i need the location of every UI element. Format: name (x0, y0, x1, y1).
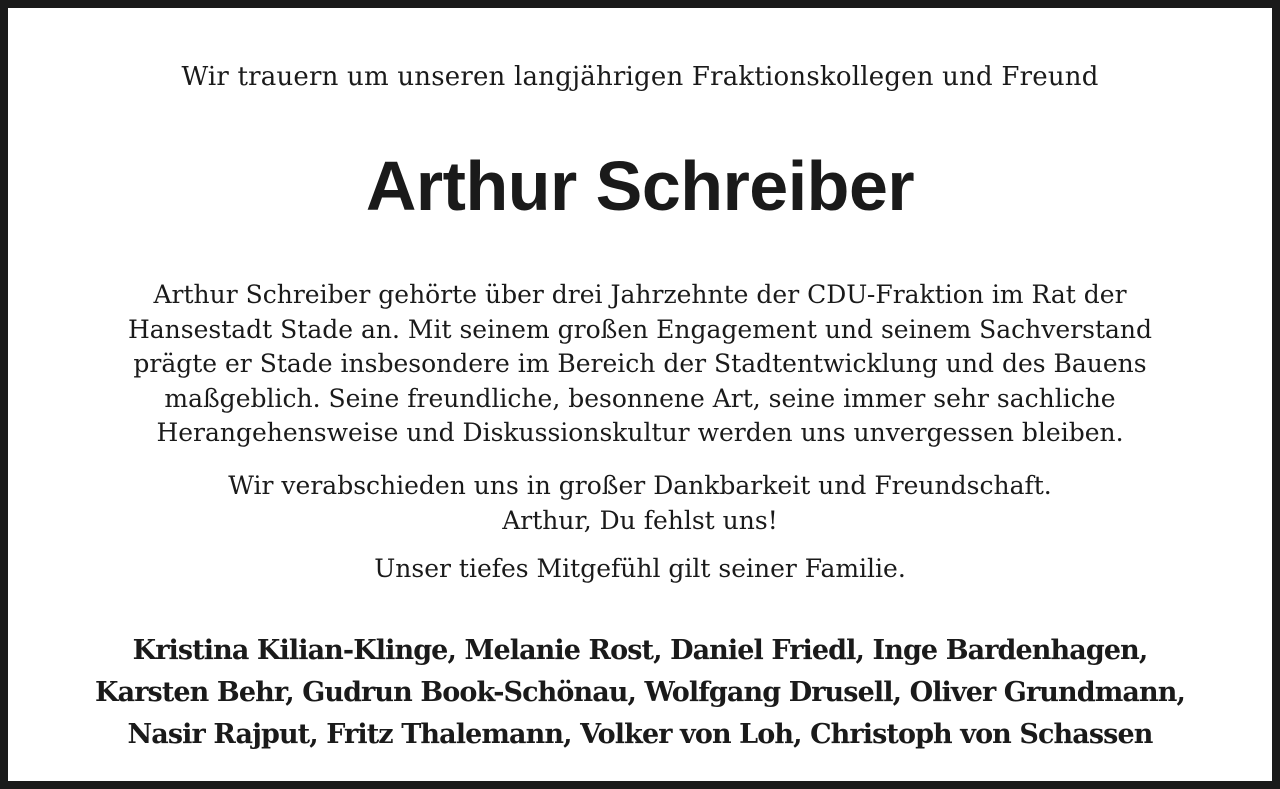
obituary-notice (16, 16, 1264, 773)
signers-line: Kristina Kilian-Klinge, Melanie Rost, Daniel Friedl, Inge Bardenhagen, (132, 635, 1148, 666)
signers-line: Nasir Rajput, Fritz Thalemann, Volker von Loh, Christoph von Schassen (127, 719, 1153, 750)
farewell-line: Wir verabschieden uns in großer Dankbarkeit und Freundschaft. (228, 471, 1052, 500)
tribute-paragraph (46, 278, 1234, 451)
deceased-name: Arthur Schreiber (365, 147, 915, 225)
farewell-paragraph (16, 468, 1264, 538)
sympathy-line: Unser tiefes Mitgefühl gilt seiner Familie. (374, 554, 906, 583)
signers-list (16, 630, 1264, 756)
farewell-line: Arthur, Du fehlst uns! (502, 506, 778, 535)
tribute-line: prägte er Stade insbesondere im Bereich der Stadtentwicklung und des Bauens (133, 349, 1147, 378)
tribute-line: Herangehensweise und Diskussionskultur werden uns unvergessen bleiben. (156, 418, 1124, 447)
tribute-line: Hansestadt Stade an. Mit seinem großen Engagement und seinem Sachverstand (127, 314, 1153, 344)
intro-line: Wir trauern um unseren langjährigen Fraktionskollegen und Freund (181, 62, 1099, 92)
tribute-line: maßgeblich. Seine freundliche, besonnene Art, seine immer sehr sachliche (164, 383, 1116, 413)
signers-line: Karsten Behr, Gudrun Book-Schönau, Wolfgang Drusell, Oliver Grundmann, (95, 677, 1185, 708)
tribute-line: Arthur Schreiber gehörte über drei Jahrzehnte der CDU-Fraktion im Rat der (153, 280, 1127, 309)
